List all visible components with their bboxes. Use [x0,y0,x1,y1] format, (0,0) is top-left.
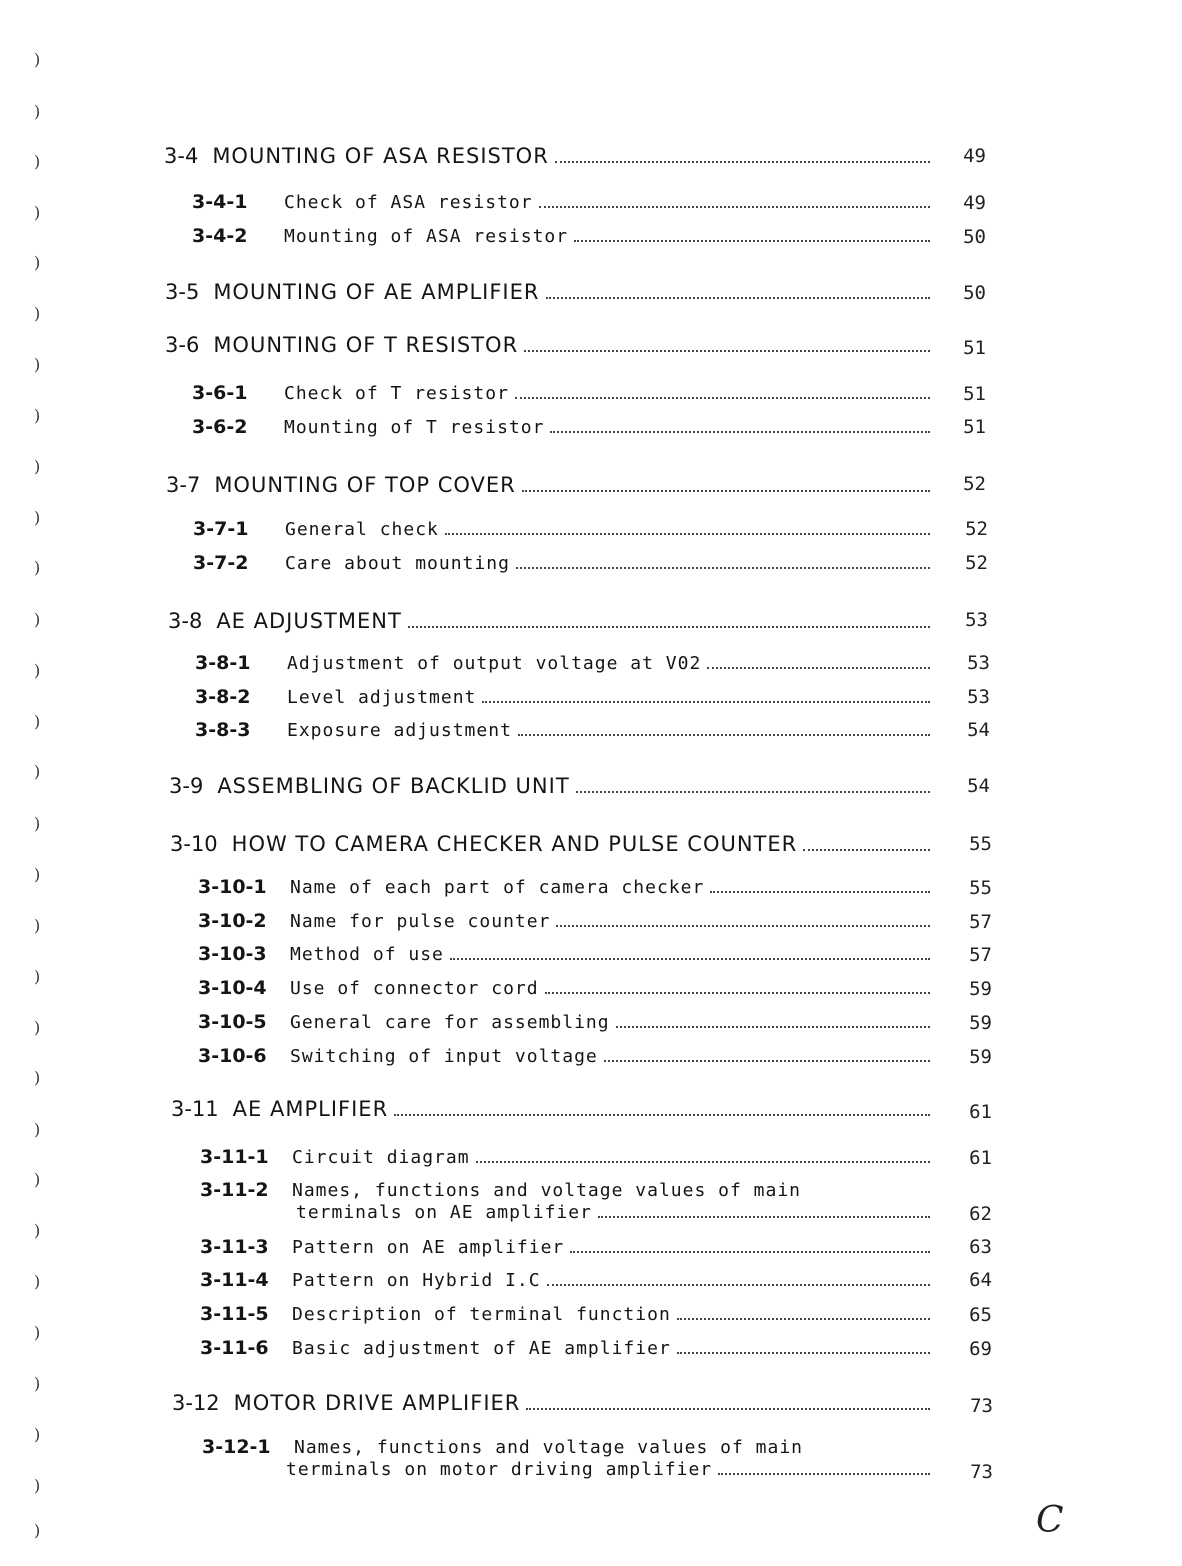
toc-entry-3-7-1 [193,518,940,540]
entry-title-line-2: terminals on AE amplifier [296,1202,592,1223]
binding-mark: ) [34,661,41,680]
binding-mark: ) [34,1272,41,1291]
toc-section-3-6 [165,333,940,357]
entry-number: 3-11-1 [200,1146,269,1168]
toc-section-3-10 [170,832,940,856]
binding-mark: ) [34,1018,41,1037]
binding-mark: ) [34,406,41,425]
leader-dots [482,701,930,703]
page-number: 51 [963,337,986,359]
binding-mark: ) [34,1521,41,1540]
entry-number: 3-7-2 [193,552,249,574]
leader-dots [616,1026,930,1028]
entry-title-line-2: terminals on motor driving amplifier [286,1459,713,1480]
section-title: AE ADJUSTMENT [216,609,402,633]
entry-title: Mounting of ASA resistor [284,226,569,247]
page-number: 69 [969,1338,992,1360]
entry-number: 3-12-1 [202,1436,271,1458]
page-number: 50 [963,282,986,304]
binding-mark: ) [34,1221,41,1240]
entry-title: Adjustment of output voltage at V02 [287,653,702,674]
binding-mark: ) [34,457,41,476]
page-number: 49 [963,192,986,214]
leader-dots [707,667,930,669]
leader-dots [450,958,930,960]
leader-dots [574,240,930,242]
page-number: 51 [963,416,986,438]
leader-dots [570,1251,930,1253]
toc-entry-3-10-3 [198,943,940,965]
section-title: AE AMPLIFIER [232,1097,389,1121]
leader-dots [516,567,930,569]
toc-entry-3-11-2 [200,1179,940,1201]
toc-section-3-11 [171,1097,940,1121]
section-number: 3-9 [169,774,204,798]
section-number: 3-11 [171,1097,219,1121]
entry-number: 3-11-6 [200,1337,269,1359]
leader-dots [408,626,930,628]
binding-mark: ) [34,1476,41,1495]
section-number: 3-4 [164,144,199,168]
leader-dots [718,1473,930,1475]
toc-section-3-7 [166,473,940,497]
toc-entry-3-7-2 [193,552,940,574]
page-number: 52 [965,552,988,574]
page-number: 61 [969,1101,992,1123]
leader-dots [555,161,930,163]
binding-mark: ) [34,762,41,781]
toc-entry-3-8-1 [195,652,940,674]
binding-mark: ) [34,304,41,323]
entry-number: 3-10-5 [198,1011,267,1033]
entry-number: 3-6-1 [192,382,248,404]
entry-title: General check [285,519,439,540]
handwritten-mark: C [1036,1500,1064,1541]
toc-section-3-5 [165,280,940,304]
entry-number: 3-10-2 [198,910,267,932]
toc-entry-3-4-2 [192,225,940,247]
toc-entry-3-10-4 [198,977,940,999]
section-number: 3-6 [165,333,200,357]
leader-dots [598,1216,930,1218]
page-number: 52 [965,518,988,540]
entry-title: Exposure adjustment [287,720,512,741]
page-number: 59 [969,978,992,1000]
section-title: MOUNTING OF T RESISTOR [213,333,519,357]
page-number: 62 [969,1203,992,1225]
entry-title: Level adjustment [287,687,477,708]
entry-title: Method of use [290,944,444,965]
entry-title: Pattern on AE amplifier [292,1237,565,1258]
toc-entry-3-12-1-cont [286,1459,940,1480]
section-number: 3-7 [166,473,201,497]
entry-title: Basic adjustment of AE amplifier [292,1338,671,1359]
leader-dots [677,1352,930,1354]
leader-dots [576,791,930,793]
page-number: 63 [969,1236,992,1258]
entry-title: Circuit diagram [292,1147,470,1168]
page-number: 54 [967,719,990,741]
leader-dots [476,1161,930,1163]
binding-mark: ) [34,253,41,272]
entry-number: 3-11-3 [200,1236,269,1258]
toc-entry-3-8-2 [195,686,940,708]
leader-dots [677,1318,930,1320]
binding-mark: ) [34,1374,41,1393]
binding-mark: ) [34,967,41,986]
page-number: 53 [967,652,990,674]
page-number: 65 [969,1304,992,1326]
page-number: 49 [963,145,986,167]
entry-title: Use of connector cord [290,978,539,999]
leader-dots [524,350,930,352]
page-number: 55 [969,833,992,855]
page-number: 59 [969,1012,992,1034]
binding-mark: ) [34,1425,41,1444]
binding-mark: ) [34,916,41,935]
leader-dots [550,431,930,433]
page-number: 51 [963,383,986,405]
leader-dots [546,297,931,299]
section-title: ASSEMBLING OF BACKLID UNIT [217,774,570,798]
page-number: 52 [963,473,986,495]
binding-mark: ) [34,712,41,731]
toc-entry-3-6-2 [192,416,940,438]
page-number: 55 [969,877,992,899]
entry-title: Mounting of T resistor [284,417,545,438]
toc-section-3-9 [169,774,940,798]
page-number: 73 [970,1461,993,1483]
entry-title: General care for assembling [290,1012,610,1033]
leader-dots [518,734,930,736]
toc-entry-3-6-1 [192,382,940,404]
entry-number: 3-8-1 [195,652,251,674]
page-number: 53 [967,686,990,708]
entry-number: 3-6-2 [192,416,248,438]
entry-title-line-1: Names, functions and voltage values of main [292,1180,801,1201]
entry-number: 3-11-2 [200,1179,269,1201]
binding-mark: ) [34,1323,41,1342]
binding-marks [34,50,54,1550]
toc-entry-3-4-1 [192,191,940,213]
page-number: 61 [969,1147,992,1169]
binding-mark: ) [34,814,41,833]
entry-title: Name of each part of camera checker [290,877,705,898]
toc-entry-3-11-2-cont [296,1202,940,1223]
entry-number: 3-10-4 [198,977,267,999]
page-number: 54 [967,775,990,797]
entry-number: 3-7-1 [193,518,249,540]
binding-mark: ) [34,102,41,121]
section-title: HOW TO CAMERA CHECKER AND PULSE COUNTER [231,832,798,856]
entry-title: Description of terminal function [292,1304,671,1325]
leader-dots [539,206,930,208]
page-number: 50 [963,226,986,248]
section-number: 3-8 [168,609,203,633]
toc-entry-3-11-1 [200,1146,940,1168]
section-title: MOUNTING OF AE AMPLIFIER [213,280,540,304]
section-number: 3-10 [170,832,218,856]
binding-mark: ) [34,1068,41,1087]
entry-title: Check of T resistor [284,383,509,404]
toc-section-3-12 [172,1391,940,1415]
toc-entry-3-12-1 [202,1436,940,1458]
binding-mark: ) [34,508,41,527]
toc-entry-3-8-3 [195,719,940,741]
entry-title-line-1: Names, functions and voltage values of main [294,1437,803,1458]
page-number: 59 [969,1046,992,1068]
toc-entry-3-10-5 [198,1011,940,1033]
binding-mark: ) [34,203,41,222]
entry-title: Name for pulse counter [290,911,551,932]
entry-number: 3-11-5 [200,1303,269,1325]
section-number: 3-5 [165,280,200,304]
page-number: 57 [969,911,992,933]
toc-entry-3-10-2 [198,910,940,932]
leader-dots [556,925,930,927]
leader-dots [445,533,930,535]
page-number: 73 [970,1395,993,1417]
toc-entry-3-10-6 [198,1045,940,1067]
toc-entry-3-11-3 [200,1236,940,1258]
toc-entry-3-11-4 [200,1269,940,1291]
binding-mark: ) [34,355,41,374]
entry-title: Switching of input voltage [290,1046,598,1067]
toc-section-3-4 [164,144,940,168]
section-title: MOUNTING OF ASA RESISTOR [212,144,549,168]
entry-number: 3-10-6 [198,1045,267,1067]
entry-number: 3-8-3 [195,719,251,741]
entry-number: 3-10-1 [198,876,267,898]
binding-mark: ) [34,1170,41,1189]
leader-dots [547,1284,930,1286]
toc-section-3-8 [168,609,940,633]
entry-number: 3-4-2 [192,225,248,247]
entry-number: 3-11-4 [200,1269,269,1291]
entry-number: 3-8-2 [195,686,251,708]
binding-mark: ) [34,865,41,884]
binding-mark: ) [34,1120,41,1139]
toc-entry-3-11-5 [200,1303,940,1325]
leader-dots [604,1060,930,1062]
binding-mark: ) [34,50,41,69]
entry-title: Check of ASA resistor [284,192,533,213]
entry-title: Pattern on Hybrid I.C [292,1270,541,1291]
entry-title: Care about mounting [285,553,510,574]
binding-mark: ) [34,152,41,171]
section-title: MOTOR DRIVE AMPLIFIER [233,1391,521,1415]
page-number: 57 [969,944,992,966]
entry-number: 3-4-1 [192,191,248,213]
leader-dots [522,490,930,492]
leader-dots [526,1408,930,1410]
section-title: MOUNTING OF TOP COVER [214,473,516,497]
leader-dots [394,1114,930,1116]
toc-entry-3-10-1 [198,876,940,898]
page-number: 64 [969,1269,992,1291]
page-number: 53 [965,609,988,631]
entry-number: 3-10-3 [198,943,267,965]
binding-mark: ) [34,558,41,577]
leader-dots [710,891,930,893]
section-number: 3-12 [172,1391,220,1415]
leader-dots [515,397,930,399]
leader-dots [545,992,930,994]
leader-dots [803,849,930,851]
binding-mark: ) [34,610,41,629]
toc-entry-3-11-6 [200,1337,940,1359]
